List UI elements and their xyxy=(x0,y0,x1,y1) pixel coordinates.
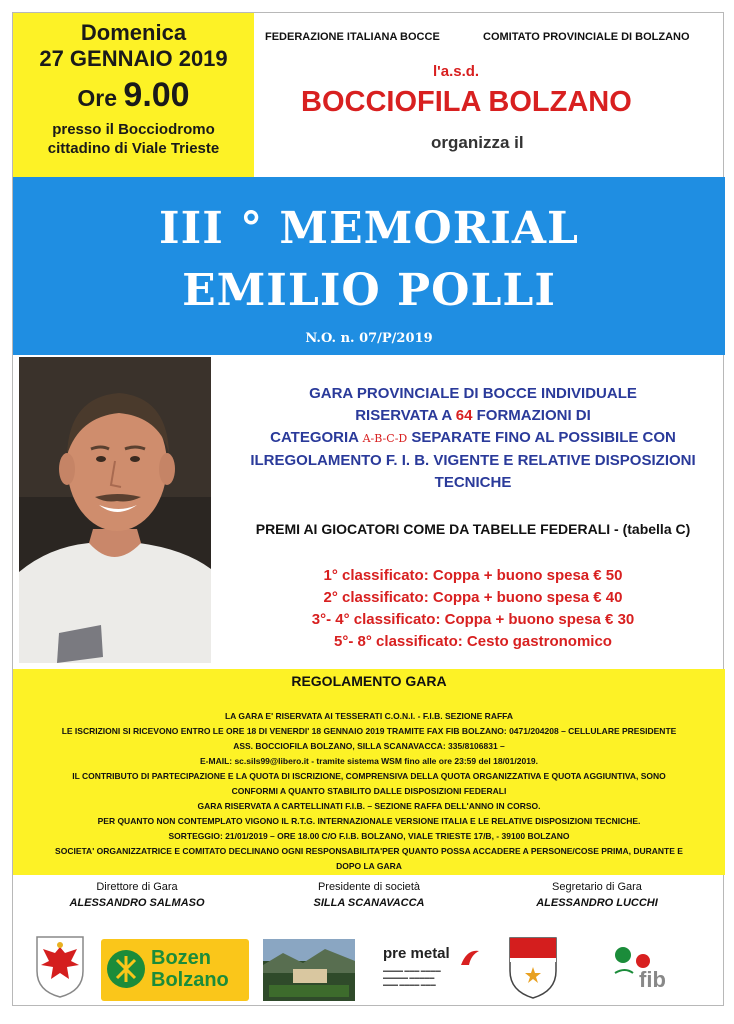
prize-item: 2° classificato: Coppa + buono spesa € 40 xyxy=(323,589,623,606)
info-line2 xyxy=(223,405,723,427)
federation-name: FEDERAZIONE ITALIANA BOCCE xyxy=(265,31,440,43)
regulation-line: SORTEGGIO: 21/01/2019 – ORE 18.00 C/O F.I.B. BOLZANO, VIALE TRIESTE 17/B, - 39100 BOLZANO xyxy=(168,831,570,841)
signature-role: Segretario di Gara xyxy=(552,881,642,893)
landscape-photo-logo-icon xyxy=(263,939,355,1001)
regulations-body xyxy=(19,709,719,874)
signature-secretary xyxy=(497,879,697,911)
portrait-photo xyxy=(19,357,211,663)
memorial-title: III ° MEMORIAL xyxy=(159,203,579,254)
portrait-illustration xyxy=(19,357,211,663)
regulation-line: DOPO LA GARA xyxy=(336,861,402,871)
info-line3 xyxy=(223,427,723,450)
venue-line2: cittadino di Viale Trieste xyxy=(47,140,220,157)
info-line3-b: SEPARATE FINO AL POSSIBILE CON xyxy=(407,429,676,446)
signature-name: ALESSANDRO SALMASO xyxy=(69,897,205,909)
signature-role: Presidente di società xyxy=(317,881,421,893)
committee-name: COMITATO PROVINCIALE DI BOLZANO xyxy=(483,31,690,43)
raiffeisen-emblem-icon xyxy=(107,950,145,988)
event-date: 27 GENNAIO 2019 xyxy=(39,46,228,71)
signature-name: ALESSANDRO LUCCHI xyxy=(536,897,658,909)
venue-line1: presso il Bocciodromo xyxy=(52,121,215,138)
raiffeisen-bank-logo xyxy=(101,939,249,1001)
fib-wordmark: fib xyxy=(639,967,666,992)
regulations-box xyxy=(13,669,725,875)
event-date-box xyxy=(13,13,254,177)
organizza-label: organizza il xyxy=(431,133,524,152)
prize-item: 3°- 4° classificato: Coppa + buono spesa € 30 xyxy=(311,611,635,628)
info-line2-b: FORMAZIONI DI xyxy=(472,407,591,424)
info-line1: GARA PROVINCIALE DI BOCCE INDIVIDUALE xyxy=(309,385,637,402)
regulation-line: LA GARA E' RISERVATA AI TESSERATI C.O.N.I. - F.I.B. SEZIONE RAFFA xyxy=(224,711,514,721)
prize-item: 5°- 8° classificato: Cesto gastronomico xyxy=(334,633,612,650)
event-day: Domenica xyxy=(80,20,187,45)
regulation-line: SOCIETA' ORGANIZZATRICE E COMITATO DECLINANO OGNI RESPONSABILITA'PER QUANTO POSSA ACCADERE A PERSONE/COSE PRIMA, DURANTE E xyxy=(55,846,683,856)
bank-name-line2: Bolzano xyxy=(151,969,229,991)
info-line2-a: RISERVATA A xyxy=(355,407,456,424)
signature-president xyxy=(269,879,469,911)
competition-info xyxy=(223,383,723,494)
club-name: BOCCIOFILA BOLZANO xyxy=(301,86,632,118)
asd-label: l'a.s.d. xyxy=(433,63,480,80)
info-line4: ILREGOLAMENTO F. I. B. VIGENTE E RELATIVE DISPOSIZIONI xyxy=(250,452,696,469)
regulation-line: E-MAIL: sc.sils99@libero.it - tramite sistema WSM fino alle ore 23:59 del 18/01/2019. xyxy=(199,756,539,766)
info-formations-count: 64 xyxy=(455,407,473,424)
regulation-line: GARA RISERVATA A CARTELLINATI F.I.B. – SEZIONE RAFFA DELL'ANNO IN CORSO. xyxy=(197,801,541,811)
signature-name: SILLA SCANAVACCA xyxy=(313,897,425,909)
event-time-prefix: Ore xyxy=(77,85,118,111)
memorial-name: EMILIO POLLI xyxy=(182,265,556,316)
info-categories: A-B-C-D xyxy=(362,432,408,445)
premetal-swoosh-icon xyxy=(459,947,481,969)
info-line5: TECNICHE xyxy=(434,474,512,491)
regulation-line: LE ISCRIZIONI SI RICEVONO ENTRO LE ORE 18 DI VENERDI' 18 GENNAIO 2019 TRAMITE FAX FIB BOLZANO: 0471/204208 – CELLULARE PRESIDENTE xyxy=(61,726,677,736)
signature-role: Direttore di Gara xyxy=(96,881,178,893)
regulation-line: IL CONTRIBUTO DI PARTECIPAZIONE E LA QUOTA DI ISCRIZIONE, COMPRENSIVA DELLA QUOTA ORGANIZZATIVA E QUOTA AGGIUNTIVA, SONO xyxy=(72,771,666,781)
prizes-list xyxy=(223,565,723,653)
prize-item: 1° classificato: Coppa + buono spesa € 50 xyxy=(323,567,623,584)
info-line3-a: CATEGORIA xyxy=(270,429,363,446)
title-band xyxy=(13,177,725,355)
event-time-value: 9.00 xyxy=(123,76,190,114)
fib-logo xyxy=(611,943,681,1003)
poster xyxy=(12,12,724,1006)
event-time xyxy=(13,73,254,120)
bolzano-city-crest-icon xyxy=(507,935,559,1001)
authorization-number: N.O. n. 07/P/2019 xyxy=(305,331,433,346)
prizes-heading: PREMI AI GIOCATORI COME DA TABELLE FEDERALI - (tabella C) xyxy=(255,521,691,537)
signature-director xyxy=(37,879,237,911)
regulation-line: PER QUANTO NON CONTEMPLATO VIGONO IL R.T.G. INTERNAZIONALE VERSIONE ITALIA E LE RELATIVE DISPOSIZIONI TECNICHE. xyxy=(97,816,641,826)
regulations-title: REGOLAMENTO GARA xyxy=(291,673,447,689)
tyrol-eagle-crest-icon xyxy=(33,933,87,999)
premetal-logo xyxy=(383,945,483,1001)
premetal-wordmark: pre metal xyxy=(383,945,450,962)
premetal-small-print: ▬▬▬▬ ▬▬▬ ▬▬▬▬ ▬▬▬▬▬ ▬▬▬▬▬ ▬▬▬ ▬▬▬▬ ▬▬▬ xyxy=(383,968,441,988)
regulation-line: CONFORMI A QUANTO STABILITO DALLE DISPOSIZIONI FEDERALI xyxy=(231,786,507,796)
regulation-line: ASS. BOCCIOFILA BOLZANO, SILLA SCANAVACCA: 335/8106831 – xyxy=(233,741,505,751)
bank-name-line1: Bozen xyxy=(151,947,211,969)
